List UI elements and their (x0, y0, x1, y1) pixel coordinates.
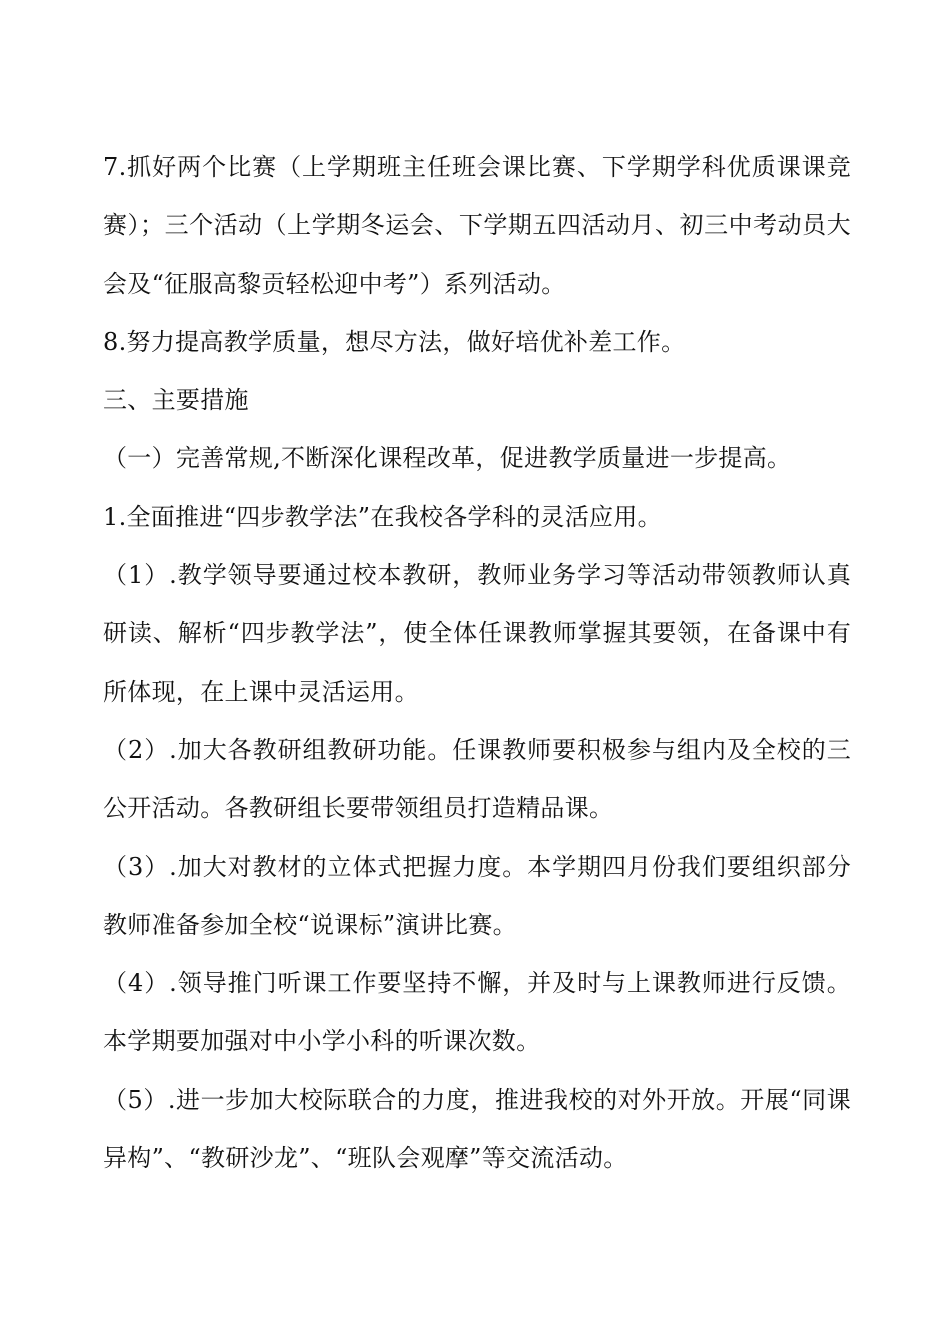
paragraph-item-8: 8.努力提高教学质量，想尽方法，做好培优补差工作。 (103, 327, 686, 356)
paragraph-subitem-2: （2）.加大各教研组教研功能。任课教师要积极参与组内及全校的三公开活动。各教研组长要带领组员打造精品课。 (103, 735, 851, 823)
section-heading-main-measures: 三、主要措施 (103, 386, 249, 415)
paragraph-subitem-3: （3）.加大对教材的立体式把握力度。本学期四月份我们要组织部分教师准备参加全校“说课标”演讲比赛。 (103, 852, 851, 939)
paragraph-subitem-4: （4）.领导推门听课工作要坚持不懈，并及时与上课教师进行反馈。本学期要加强对中小学小科的听课次数。 (103, 969, 851, 1056)
subsection-heading-1: （一）完善常规,不断深化课程改革，促进教学质量进一步提高。 (103, 444, 792, 473)
paragraph-item-7: 7.抓好两个比赛（上学期班主任班会课比赛、下学期学科优质课课竞赛）；三个活动（上学期冬运会、下学期五四活动月、初三中考动员大会及“征服高黎贡轻松迎中考”）系列活动。 (103, 153, 851, 298)
paragraph-subitem-1: （1）.教学领导要通过校本教研，教师业务学习等活动带领教师认真研读、解析“四步教学法”，使全体任课教师掌握其要领，在备课中有所体现，在上课中灵活运用。 (103, 561, 851, 706)
paragraph-item-1: 1.全面推进“四步教学法”在我校各学科的灵活应用。 (103, 502, 662, 531)
paragraph-subitem-5: （5）.进一步加大校际联合的力度，推进我校的对外开放。开展“同课异构”、“教研沙龙”、“班队会观摩”等交流活动。 (103, 1085, 851, 1173)
document-body (103, 138, 851, 1187)
